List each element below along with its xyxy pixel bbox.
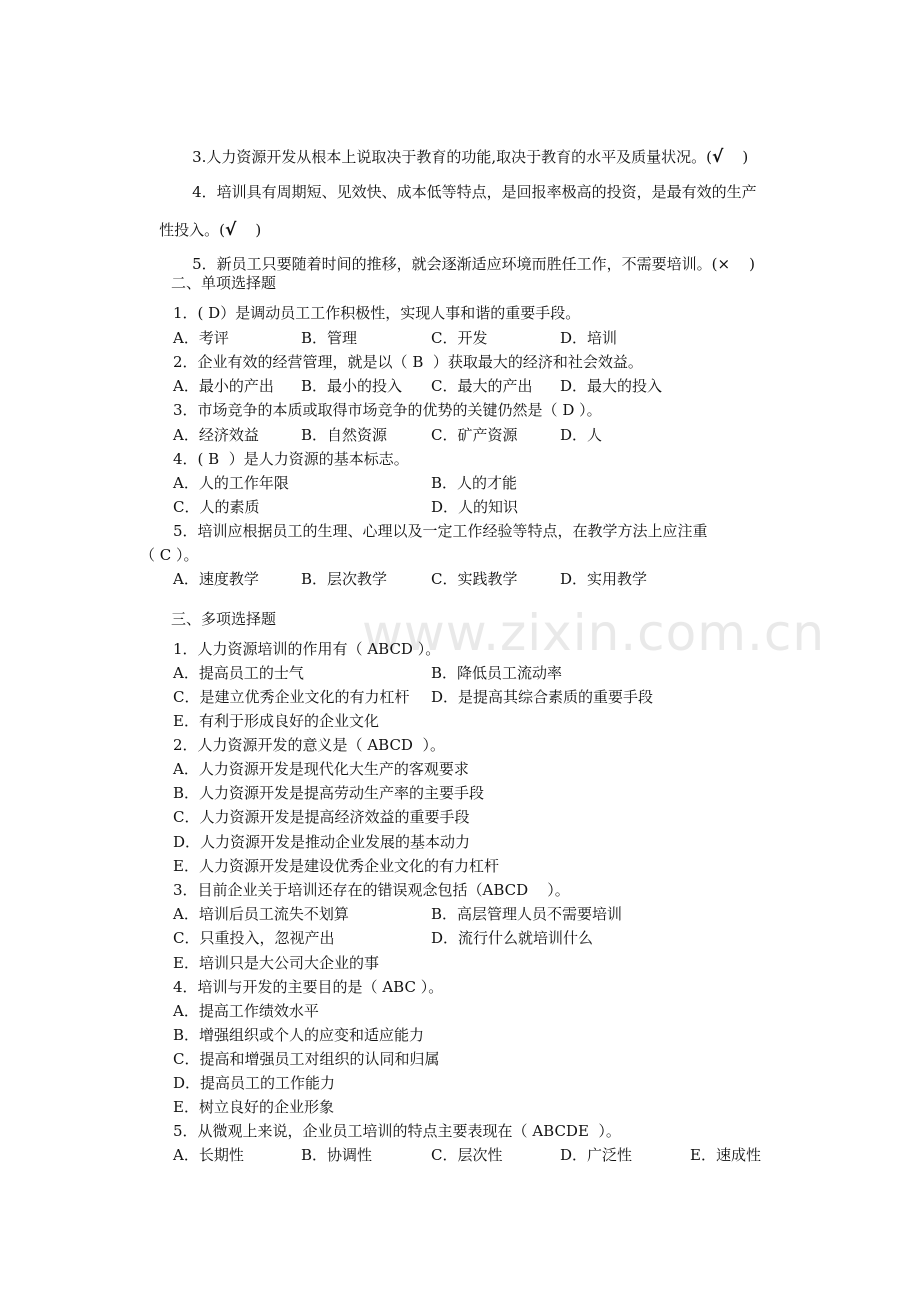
single-q2-stem: 2．企业有效的经营管理，就是以（ B ）获取最大的经济和社会效益。 xyxy=(173,353,643,371)
judge-q5-text: 5．新员工只要随着时间的推移，就会逐渐适应环境而胜任工作，不需要培训。( xyxy=(192,255,718,273)
multi-q2-option-c: C．人力资源开发是提高经济效益的重要手段 xyxy=(173,808,470,826)
judge-q3-text: 3.人力资源开发从根本上说取决于教育的功能,取决于教育的水平及质量状况。( xyxy=(192,148,713,166)
single-q2-option-c: C．最大的产出 xyxy=(431,377,533,395)
multi-q4-option-e: E．树立良好的企业形象 xyxy=(173,1098,334,1116)
multi-q5-option-a: A．长期性 xyxy=(173,1146,244,1164)
single-q1-option-b: B．管理 xyxy=(301,329,358,347)
watermark: www.zixin.com.cn xyxy=(362,604,826,662)
multi-q1-option-d: D．是提高其综合素质的重要手段 xyxy=(431,688,654,706)
multi-q3-option-b: B．高层管理人员不需要培训 xyxy=(431,905,623,923)
multi-q4-stem: 4．培训与开发的主要目的是（ ABC ）。 xyxy=(173,978,444,996)
multi-q4-option-a: A．提高工作绩效水平 xyxy=(173,1002,319,1020)
check-mark-icon: √ xyxy=(224,220,237,240)
multi-q2-option-b: B．人力资源开发是提高劳动生产率的主要手段 xyxy=(173,784,485,802)
check-mark-icon: √ xyxy=(712,147,724,167)
multi-q1-option-e: E．有利于形成良好的企业文化 xyxy=(173,712,379,730)
multi-q3-option-e: E．培训只是大公司大企业的事 xyxy=(173,954,379,972)
multi-q5-option-b: B．协调性 xyxy=(301,1146,373,1164)
multi-q4-option-d: D．提高员工的工作能力 xyxy=(173,1074,336,1092)
multi-q4-option-b: B．增强组织或个人的应变和适应能力 xyxy=(173,1026,425,1044)
single-q5-stem: 5．培训应根据员工的生理、心理以及一定工作经验等特点，在教学方法上应注重 xyxy=(173,522,708,540)
single-q2-option-a: A．最小的产出 xyxy=(173,377,274,395)
single-q1-stem: 1．( D）是调动员工工作积极性，实现人事和谐的重要手段。 xyxy=(173,304,581,322)
single-q1-option-d: D．培训 xyxy=(560,329,618,347)
single-q4-option-a: A．人的工作年限 xyxy=(173,474,289,492)
multi-q1-option-a: A．提高员工的士气 xyxy=(173,664,304,682)
section-heading-single: 二、单项选择题 xyxy=(171,274,277,292)
multi-q5-stem: 5．从微观上来说，企业员工培训的特点主要表现在（ ABCDE ）。 xyxy=(173,1122,621,1140)
multi-q3-option-a: A．培训后员工流失不划算 xyxy=(173,905,349,923)
multi-q5-option-c: C．层次性 xyxy=(431,1146,503,1164)
single-q5-option-d: D．实用教学 xyxy=(560,570,648,588)
multi-q3-option-d: D．流行什么就培训什么 xyxy=(431,929,594,947)
single-q3-stem: 3．市场竞争的本质或取得市场竞争的优势的关键仍然是（ D ）。 xyxy=(173,401,602,419)
judge-q4-cont: 性投入。( xyxy=(159,221,225,239)
judge-q3-close: ) xyxy=(723,148,749,166)
judge-q4-close: ) xyxy=(236,221,262,239)
single-q1-option-a: A．考评 xyxy=(173,329,229,347)
cross-mark-icon: × xyxy=(717,255,731,273)
multi-q1-option-b: B．降低员工流动率 xyxy=(431,664,563,682)
section-heading-multi: 三、多项选择题 xyxy=(171,610,277,628)
multi-q2-option-e: E．人力资源开发是建设优秀企业文化的有力杠杆 xyxy=(173,857,499,875)
single-q2-option-d: D．最大的投入 xyxy=(560,377,663,395)
single-q4-option-b: B．人的才能 xyxy=(431,474,518,492)
multi-q3-option-c: C．只重投入，忽视产出 xyxy=(173,929,335,947)
judge-q4-text: 4．培训具有周期短、见效快、成本低等特点，是回报率极高的投资，是最有效的生产 xyxy=(192,183,757,201)
multi-q5-option-e: E．速成性 xyxy=(690,1146,761,1164)
single-q3-option-a: A．经济效益 xyxy=(173,426,259,444)
multi-q2-option-d: D．人力资源开发是推动企业发展的基本动力 xyxy=(173,833,471,851)
single-q4-option-d: D．人的知识 xyxy=(431,498,519,516)
multi-q5-option-d: D．广泛性 xyxy=(560,1146,633,1164)
multi-q4-option-c: C．提高和增强员工对组织的认同和归属 xyxy=(173,1050,440,1068)
single-q4-option-c: C．人的素质 xyxy=(173,498,260,516)
single-q3-option-b: B．自然资源 xyxy=(301,426,388,444)
single-q2-option-b: B．最小的投入 xyxy=(301,377,403,395)
single-q5-option-a: A．速度教学 xyxy=(173,570,259,588)
single-q5-option-c: C．实践教学 xyxy=(431,570,518,588)
single-q4-stem: 4．( B ）是人力资源的基本标志。 xyxy=(173,450,409,468)
single-q3-option-d: D．人 xyxy=(560,426,603,444)
multi-q2-option-a: A．人力资源开发是现代化大生产的客观要求 xyxy=(173,760,469,778)
multi-q3-stem: 3．目前企业关于培训还存在的错误观念包括（ABCD ）。 xyxy=(173,881,570,899)
single-q1-option-c: C．开发 xyxy=(431,329,488,347)
multi-q1-option-c: C．是建立优秀企业文化的有力杠杆 xyxy=(173,688,410,706)
judge-q5-close: ) xyxy=(730,255,755,273)
multi-q1-stem: 1．人力资源培训的作用有（ ABCD ）。 xyxy=(173,640,441,658)
single-q5-stem-cont: （ C ）。 xyxy=(140,546,199,564)
multi-q2-stem: 2．人力资源开发的意义是（ ABCD ）。 xyxy=(173,736,445,754)
single-q5-option-b: B．层次教学 xyxy=(301,570,388,588)
single-q3-option-c: C．矿产资源 xyxy=(431,426,518,444)
